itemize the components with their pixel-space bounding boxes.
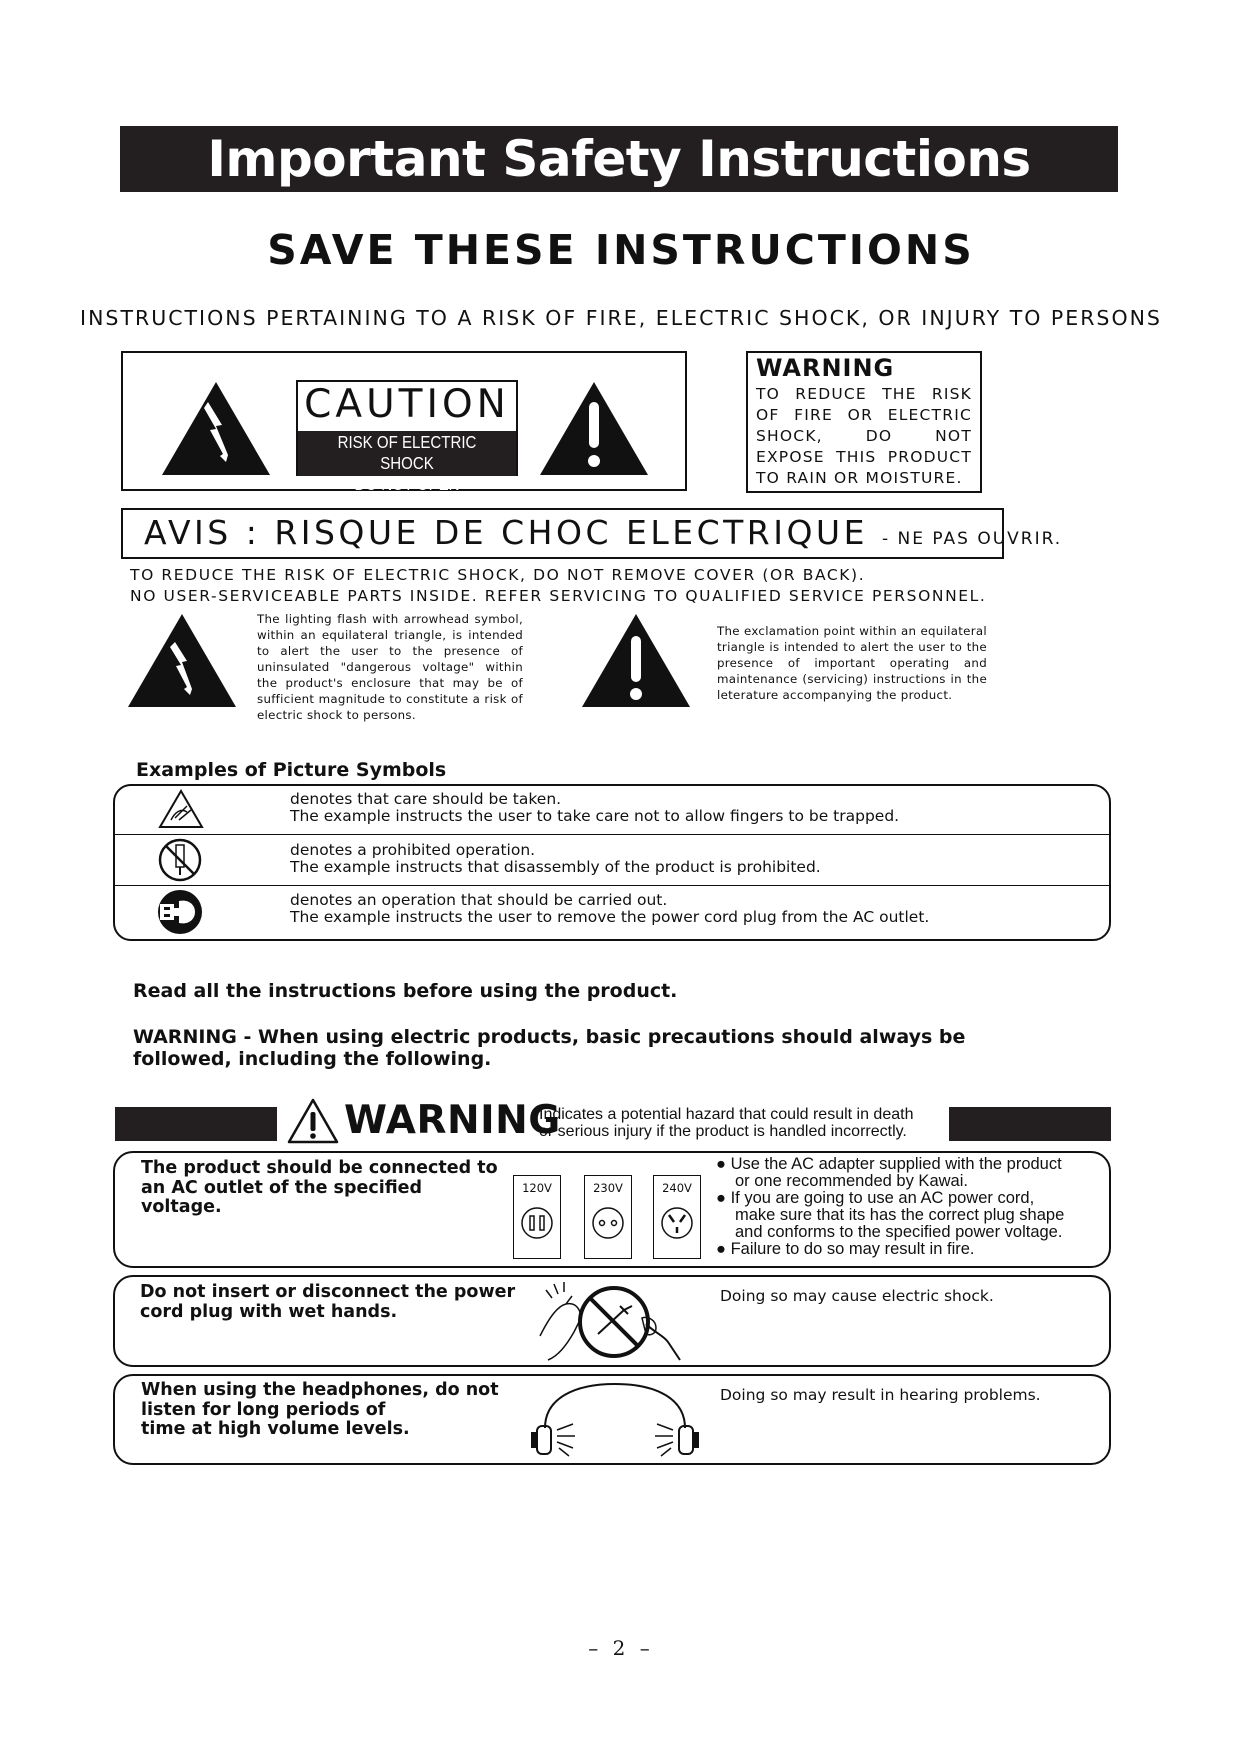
warning-box-title: WARNING <box>756 354 895 382</box>
prohibited-disassembly-icon <box>157 837 203 883</box>
bullet-item <box>716 1241 1064 1258</box>
bullet-line: Failure to do so may result in fire. <box>730 1240 975 1258</box>
warning-banner-line: Indicates a potential hazard that could result in death <box>539 1106 914 1123</box>
bullet-line: Use the AC adapter supplied with the product <box>730 1155 1062 1173</box>
voltage-label: 230V <box>593 1181 623 1195</box>
example-line: denotes that care should be taken. <box>290 790 562 808</box>
care-finger-trap-icon <box>157 788 205 830</box>
save-instructions-heading: SAVE THESE INSTRUCTIONS <box>267 226 975 274</box>
rule-line: listen for long periods of <box>141 1399 386 1420</box>
bullet-line: or one recommended by Kawai. <box>735 1172 968 1190</box>
example-row-operation <box>290 892 929 926</box>
bullet-icon: ● <box>716 1189 726 1207</box>
example-line: The example instructs that disassembly of the product is prohibited. <box>290 858 821 876</box>
bullet-line: and conforms to the specified power voltage. <box>735 1223 1063 1241</box>
bullet-line: If you are going to use an AC power cord, <box>730 1189 1035 1207</box>
warning-banner-line: or serious injury if the product is handled incorrectly. <box>539 1123 907 1140</box>
read-all-instructions: Read all the instructions before using the product. <box>133 980 678 1002</box>
rule-wet-hands-consequence: Doing so may cause electric shock. <box>720 1287 994 1305</box>
example-line: The example instructs the user to remove the power cord plug from the AC outlet. <box>290 908 930 926</box>
bullet-item <box>716 1190 1064 1207</box>
exclamation-symbol-icon <box>580 612 692 709</box>
avis-text <box>144 511 1062 561</box>
rule-headphones-consequence: Doing so may result in hearing problems. <box>720 1386 1041 1404</box>
rule-line: an AC outlet of the specified <box>141 1177 423 1198</box>
examples-divider <box>115 885 1109 886</box>
outlet-120v-icon <box>519 1205 555 1241</box>
lightning-triangle-icon <box>160 380 272 477</box>
warning-box-text: TO REDUCE THE RISK OF FIRE OR ELECTRIC SHOCK, DO NOT EXPOSE THIS PRODUCT TO RAIN OR MOISTURE. <box>756 385 972 487</box>
lightning-symbol-description: The lighting flash with arrowhead symbol, within an equilateral triangle, is intended to alert the user to the presence of uninsulated "dangerous voltage" within the product's enclosure that may be of sufficient magnitude to constitute a risk of electric shock to persons. <box>257 612 523 722</box>
warning-triangle-icon <box>286 1097 340 1145</box>
voltage-label: 120V <box>522 1181 552 1195</box>
bullet-item <box>716 1156 1064 1173</box>
warning-banner-text <box>539 1106 913 1140</box>
example-row-prohibited <box>290 842 821 876</box>
warning-banner-word: WARNING <box>344 1098 561 1143</box>
caution-word: CAUTION <box>304 382 510 427</box>
example-line: denotes an operation that should be carried out. <box>290 891 668 909</box>
caution-subtitle <box>298 431 516 494</box>
page-title: Important Safety Instructions <box>120 126 1118 192</box>
rule-line: Do not insert or disconnect the power <box>140 1282 516 1302</box>
exclamation-triangle-icon <box>538 380 650 477</box>
headphones-icon <box>531 1380 699 1460</box>
page-number: – 2 – <box>588 1636 654 1660</box>
avis-main: AVIS : RISQUE DE CHOC ELECTRIQUE <box>144 513 868 552</box>
examples-divider <box>115 834 1109 835</box>
rule-wet-hands-text <box>140 1283 515 1322</box>
rule-line: voltage. <box>141 1197 222 1217</box>
reduce-risk-text <box>130 565 986 607</box>
lightning-symbol-icon <box>126 612 238 709</box>
wet-hands-plug-icon <box>536 1276 698 1364</box>
reduce-line-1: TO REDUCE THE RISK OF ELECTRIC SHOCK, DO NOT REMOVE COVER (OR BACK). <box>130 566 866 584</box>
examples-title: Examples of Picture Symbols <box>136 759 447 781</box>
caution-line-1: RISK OF ELECTRIC SHOCK <box>337 432 477 473</box>
example-row-care <box>290 791 899 825</box>
warning-bar-right <box>949 1107 1111 1141</box>
rule-headphones-text <box>141 1381 499 1440</box>
outlet-240v-icon <box>659 1205 695 1241</box>
outlet-230v-icon <box>590 1205 626 1241</box>
example-line: The example instructs the user to take care not to allow fingers to be trapped. <box>290 807 900 825</box>
voltage-label: 240V <box>662 1181 692 1195</box>
bullet-icon: ● <box>716 1155 726 1173</box>
bullet-line: make sure that its has the correct plug shape <box>735 1206 1065 1224</box>
reduce-line-2: NO USER-SERVICEABLE PARTS INSIDE. REFER SERVICING TO QUALIFIED SERVICE PERSONNEL. <box>130 587 987 605</box>
unplug-power-cord-icon <box>155 889 205 935</box>
example-line: denotes a prohibited operation. <box>290 841 536 859</box>
exclamation-symbol-description: The exclamation point within an equilateral triangle is intended to alert the user to the presence of important operating and maintenance (servicing) instructions in the leterature accompanying the product. <box>717 624 987 702</box>
warning-bar-left <box>115 1107 277 1141</box>
rule-voltage-bullets <box>716 1156 1064 1258</box>
pertaining-subheading: INSTRUCTIONS PERTAINING TO A RISK OF FIRE, ELECTRIC SHOCK, OR INJURY TO PERSONS <box>80 306 1162 330</box>
rule-line: cord plug with wet hands. <box>140 1301 398 1322</box>
bullet-icon: ● <box>716 1240 726 1258</box>
rule-line: time at high volume levels. <box>141 1419 410 1439</box>
rule-voltage-text <box>141 1159 498 1218</box>
rule-line: The product should be connected to <box>141 1158 498 1178</box>
avis-sub: - NE PAS OUVRIR. <box>881 529 1063 549</box>
warning-precautions: WARNING - When using electric products, basic precautions should always be followed, including the following. <box>133 1026 966 1070</box>
caution-line-2: DO NOT OPEN <box>354 474 460 494</box>
rule-line: When using the headphones, do not <box>141 1380 499 1400</box>
